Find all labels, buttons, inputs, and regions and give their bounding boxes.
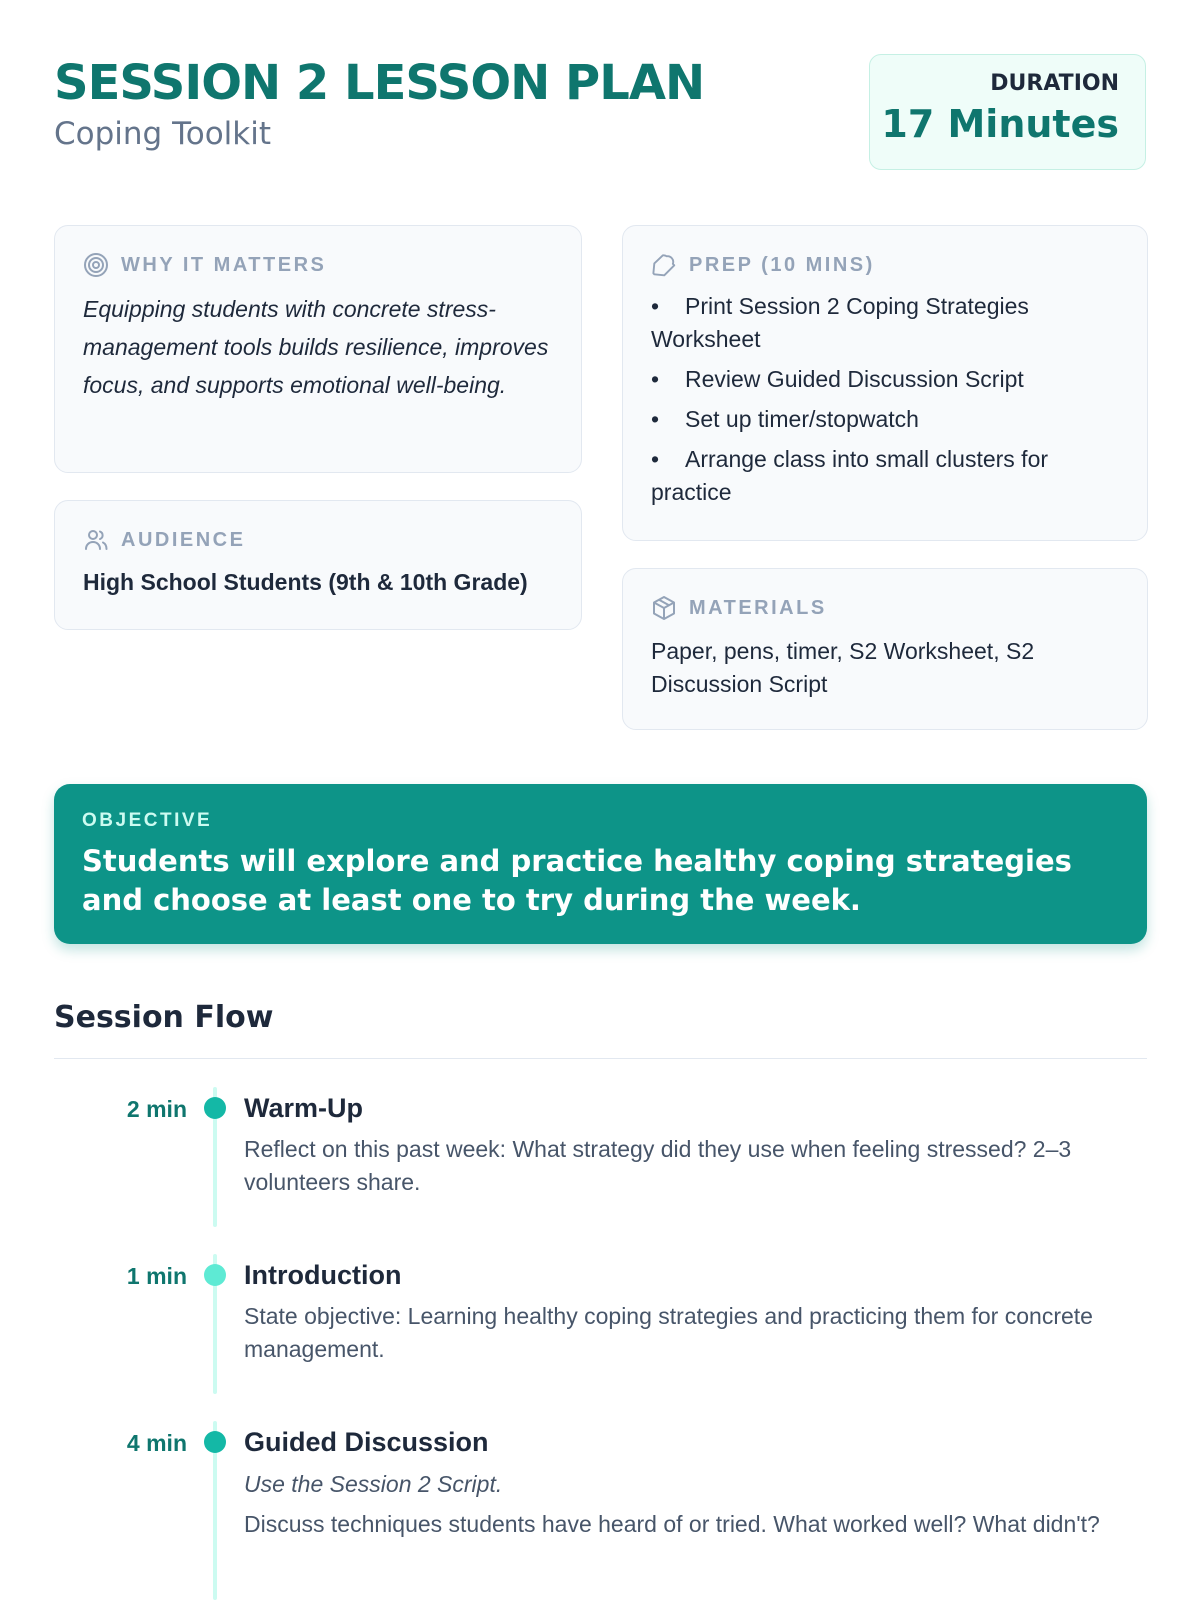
wrench-icon [651,252,677,278]
prep-item: • Review Guided Discussion Script [651,366,1024,392]
why-it-matters-label: WHY IT MATTERS [121,253,327,276]
duration-badge [869,54,1146,170]
materials-text: Paper, pens, timer, S2 Worksheet, S2 Discussion Script [651,638,1035,697]
prep-card [622,225,1148,541]
why-it-matters-card [54,225,582,473]
step-title: Warm-Up [244,1093,363,1123]
timeline-dot [204,1431,226,1453]
prep-list [651,290,1119,509]
audience-card [54,500,582,630]
box-icon [651,595,677,621]
prep-label: PREP (10 MINS) [689,253,875,276]
objective-text: Students will explore and practice healthy coping strategies and choose at least one to try during the week. [82,844,1072,917]
prep-item: • Set up timer/stopwatch [651,406,919,432]
duration-value: 17 Minutes [881,102,1119,146]
session-flow-title: Session Flow [54,1000,274,1035]
step-title: Introduction [244,1260,402,1290]
duration-label: DURATION [990,71,1119,96]
page-title: SESSION 2 LESSON PLAN [54,55,705,111]
step-note: Use the Session 2 Script. [244,1471,503,1497]
target-icon [83,252,109,278]
objective-banner [54,784,1147,944]
timeline-dot [204,1264,226,1286]
audience-text: High School Students (9th & 10th Grade) [83,569,528,595]
divider [54,1058,1147,1059]
objective-label: OBJECTIVE [82,810,213,831]
page-subtitle: Coping Toolkit [54,116,272,152]
step-time: 2 min [126,1096,187,1122]
why-it-matters-text: Equipping students with concrete stress-management tools builds resilience, improves focus, and supports emotional well-being. [83,296,549,398]
timeline-dot [204,1097,226,1119]
step-time: 4 min [126,1430,187,1456]
audience-label: AUDIENCE [121,528,246,551]
step-title: Guided Discussion [244,1427,489,1457]
page-header [54,54,1146,174]
users-icon [83,527,109,553]
step-description: State objective: Learning healthy coping strategies and practicing them for concrete management. [244,1303,1093,1362]
materials-card [622,568,1148,730]
step-description: Discuss techniques students have heard of or tried. What worked well? What didn't? [244,1511,1100,1537]
prep-item: • Print Session 2 Coping Strategies Worksheet [651,293,1029,352]
materials-label: MATERIALS [689,596,827,619]
step-time: 1 min [126,1263,187,1289]
step-description: Reflect on this past week: What strategy did they use when feeling stressed? 2–3 volunteers share. [244,1136,1072,1195]
prep-item: • Arrange class into small clusters for practice [651,446,1049,505]
